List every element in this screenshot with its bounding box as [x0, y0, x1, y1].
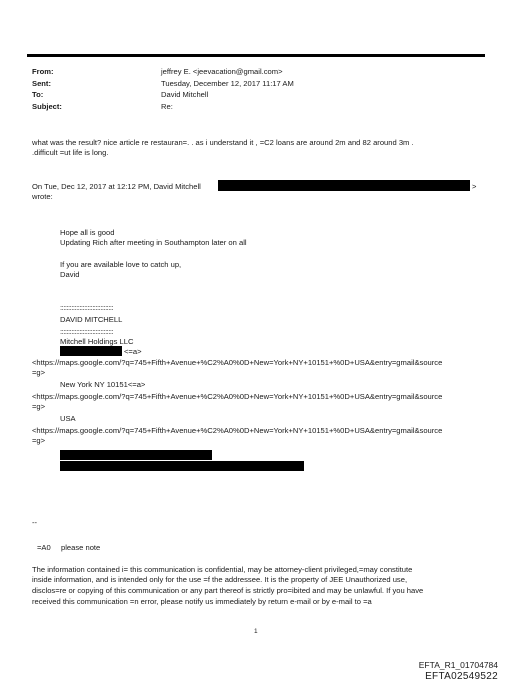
body-line-1: what was the result? nice article re restauran=. . as i understand it , =C2 loans are around 2m and 82 around 3m .: [32, 138, 414, 147]
signature-rule-2: :::::::::::::::::::::::::::::::::: [60, 327, 114, 336]
signature-address-tail: <=a>: [124, 347, 142, 356]
header-rule: [27, 54, 485, 57]
signature-country: USA: [60, 414, 76, 423]
to-value: David Mitchell: [161, 90, 209, 99]
signature-name: DAVID MITCHELL: [60, 315, 123, 324]
sent-value: Tuesday, December 12, 2017 11:17 AM: [161, 79, 294, 88]
sent-label: Sent:: [32, 79, 51, 88]
from-value: jeffrey E. <jeevacation@gmail.com>: [161, 67, 283, 76]
map-link-2-end: =g>: [32, 402, 46, 411]
map-link-1-end: =g>: [32, 368, 46, 377]
redaction-email: [218, 180, 470, 191]
from-label: From:: [32, 67, 54, 76]
quote-line-4: David: [60, 270, 80, 279]
map-link-2[interactable]: <https://maps.google.com/?q=745+Fifth+Avenue+%C2%A0%0D+New=York+NY+10151+%0D+USA&entry=gmail&source: [32, 392, 443, 401]
quote-line-1: Hope all is good: [60, 228, 115, 237]
signature-company: Mitchell Holdings LLC: [60, 337, 134, 346]
body-line-2: .difficult =ut life is long.: [32, 148, 109, 157]
redaction-line-2: [60, 461, 304, 471]
to-label: To:: [32, 90, 44, 99]
quote-header-tail: >: [472, 182, 477, 191]
disclaimer-line-3: disclos=re or copying of this communication or any part thereof is strictly pro=ibited and may be unlawful. If you have: [32, 586, 424, 595]
map-link-3[interactable]: <https://maps.google.com/?q=745+Fifth+Avenue+%C2%A0%0D+New=York+NY+10151+%0D+USA&entry=gmail&source: [32, 426, 443, 435]
separator-dashes: --: [32, 518, 38, 527]
subject-value: Re:: [161, 102, 173, 111]
quote-wrote: wrote:: [32, 192, 53, 201]
page-number: 1: [254, 628, 258, 635]
signature-rule-1: :::::::::::::::::::::::::::::::::: [60, 303, 114, 312]
quote-header: On Tue, Dec 12, 2017 at 12:12 PM, David Mitchell: [32, 182, 201, 191]
subject-label: Subject:: [32, 102, 62, 111]
redaction-line-1: [60, 450, 212, 460]
redaction-address: [60, 346, 122, 356]
quote-line-2: Updating Rich after meeting in Southampton later on all: [60, 238, 247, 247]
disclaimer-line-4: received this communication =n error, please notify us immediately by return e-mail or by e-mail to =a: [32, 597, 372, 606]
map-link-1[interactable]: <https://maps.google.com/?q=745+Fifth+Avenue+%C2%A0%0D+New=York+NY+10151+%0D+USA&entry=gmail&source: [32, 358, 443, 367]
map-link-3-end: =g>: [32, 436, 46, 445]
signature-city: New York NY 10151<=a>: [60, 380, 146, 389]
disclaimer-line-1: The information contained i= this communication is confidential, may be attorney-client privileged,=may constitute: [32, 565, 413, 574]
quote-line-3: If you are available love to catch up,: [60, 260, 182, 269]
bates-id-2: EFTA02549522: [425, 671, 498, 682]
note-prefix: =A0: [37, 543, 51, 552]
note-text: please note: [61, 543, 101, 552]
disclaimer-line-2: inside information, and is intended only for the use =f the addressee. It is the property of JEE Unauthorized use,: [32, 575, 408, 584]
bates-id-1: EFTA_R1_01704784: [418, 660, 498, 670]
